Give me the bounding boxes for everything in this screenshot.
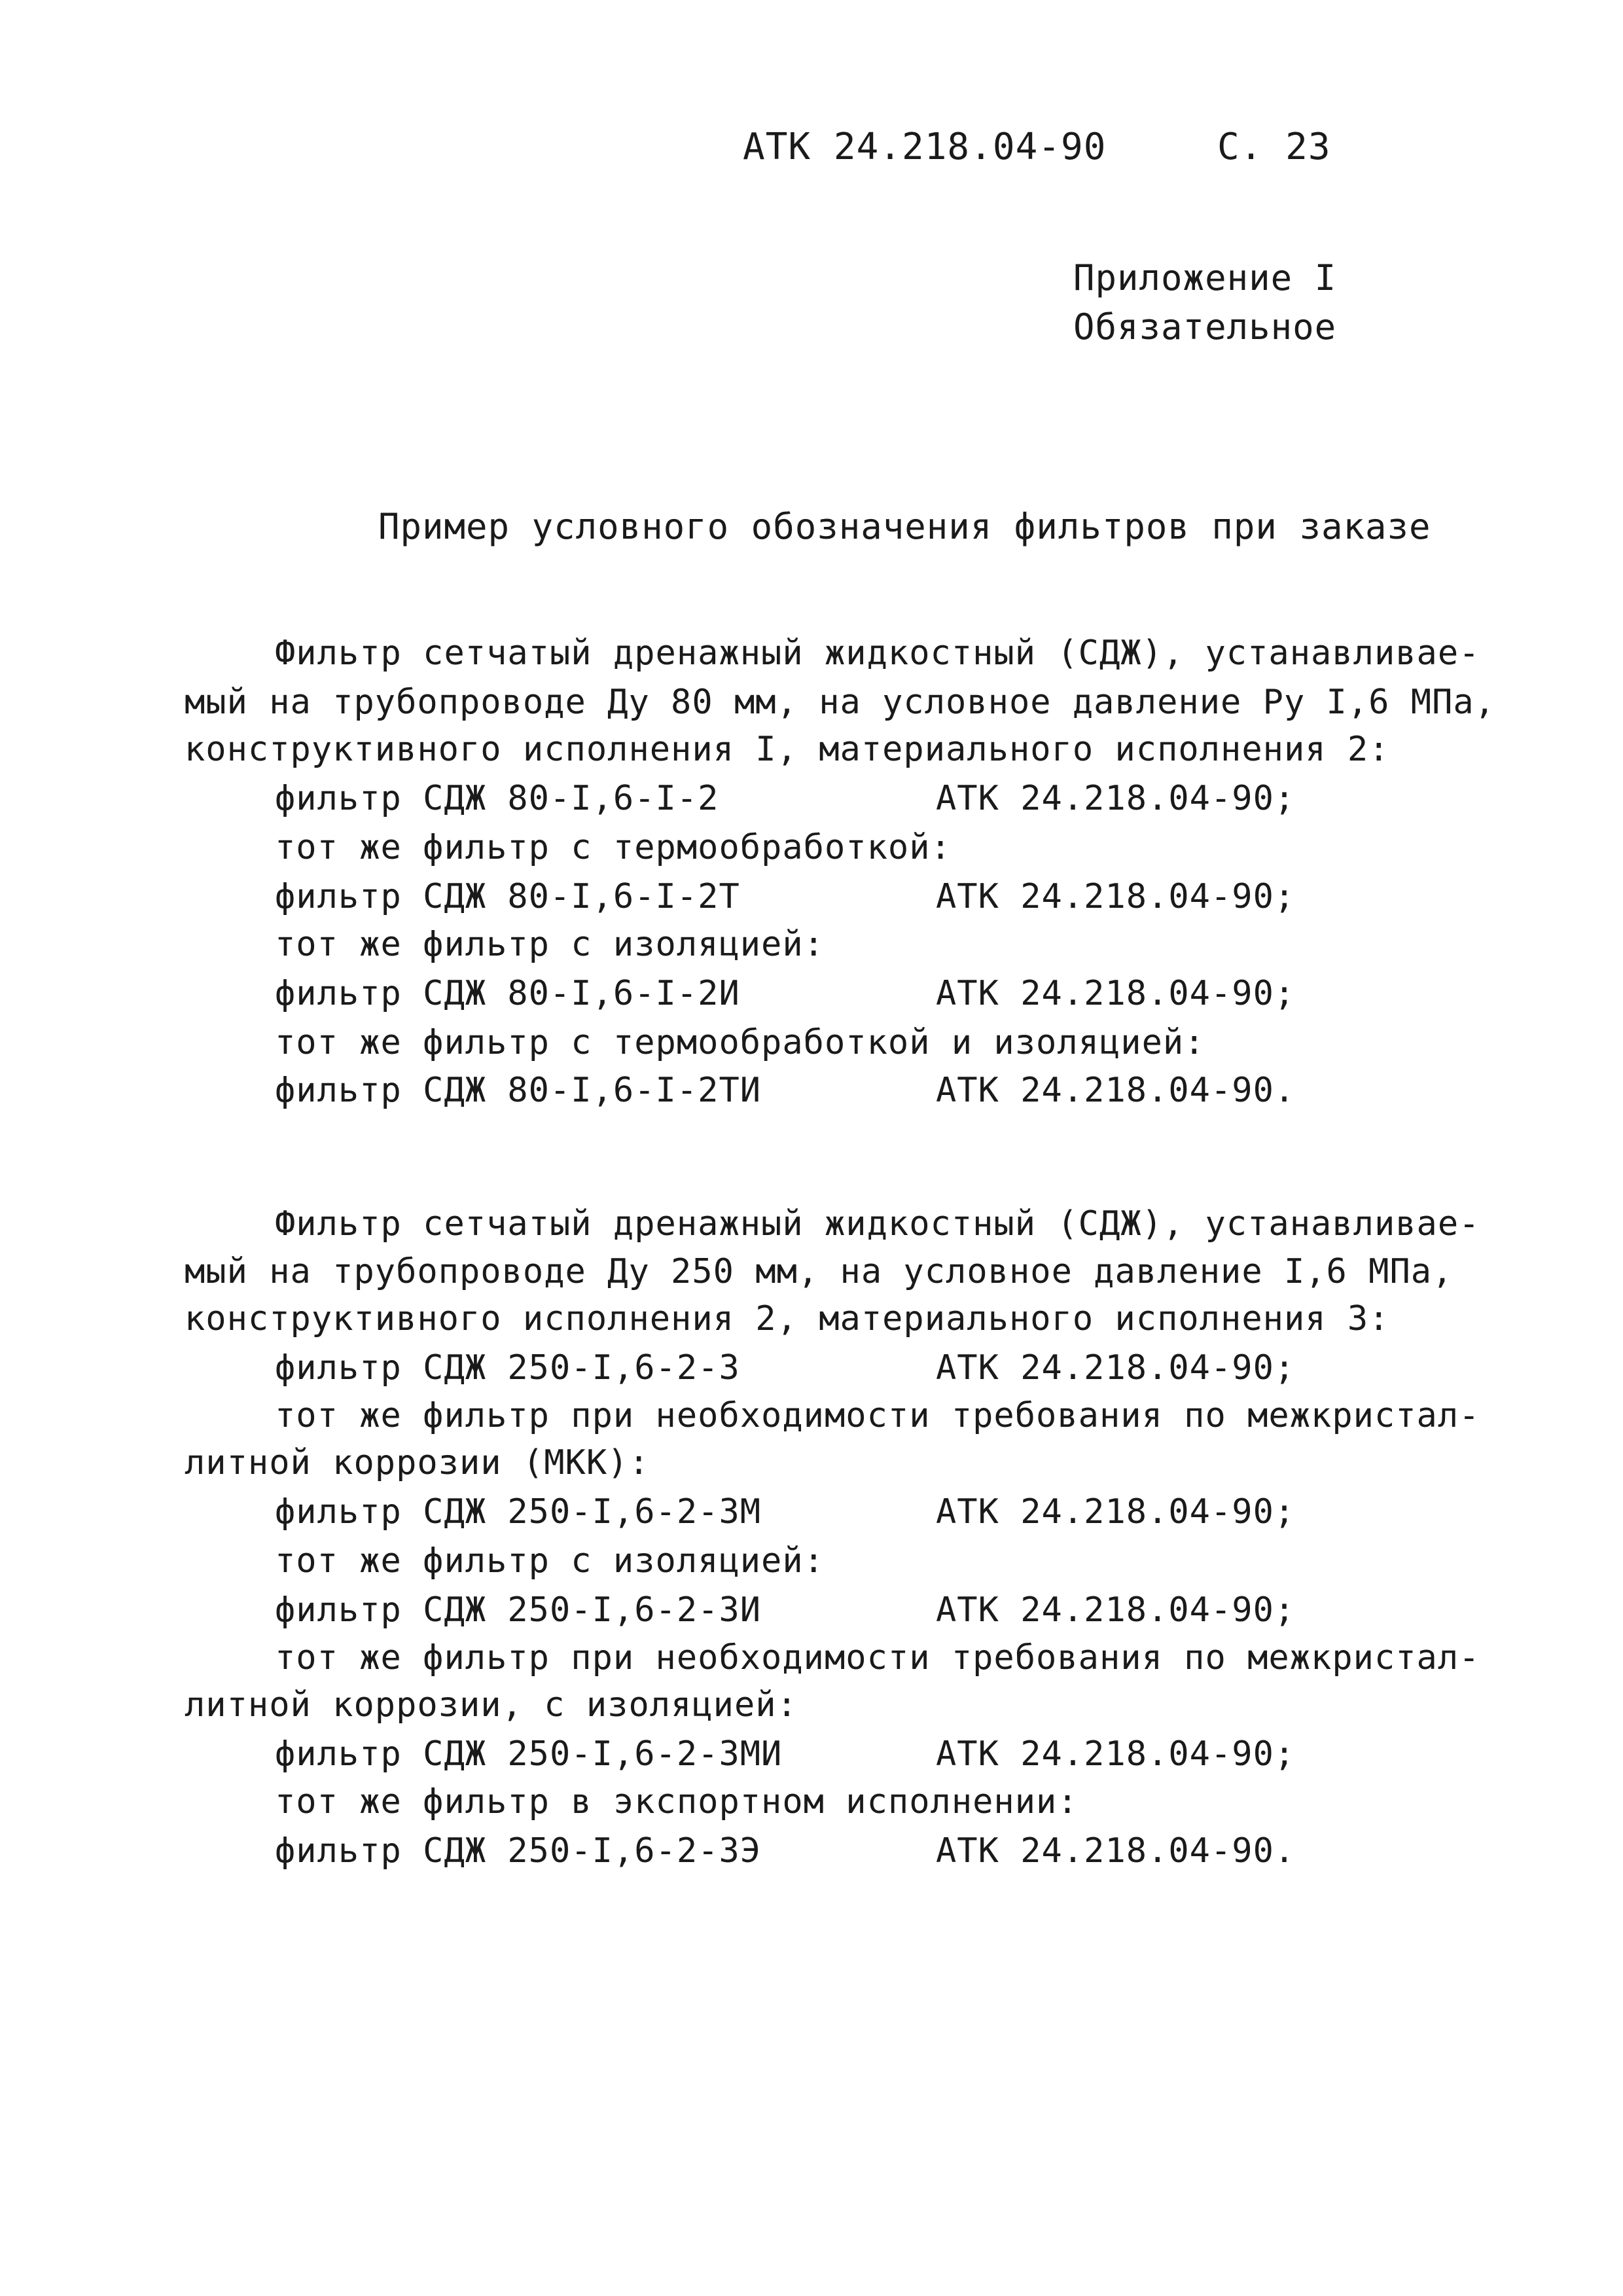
designation-250-3: фильтр СДЖ 250-I,6-2-3 — [275, 1348, 740, 1388]
standard-ref: АТК 24.218.04-90; — [936, 1590, 1296, 1630]
standard-ref: АТК 24.218.04-90. — [936, 1831, 1296, 1871]
appendix-label: Приложение I — [1073, 257, 1337, 298]
section2-intro-line-3: конструктивного исполнения 2, материального исполнения 3: — [185, 1299, 1390, 1338]
page-title: Пример условного обозначения фильтров при заказе — [378, 506, 1431, 547]
page-number: С. 23 — [1217, 126, 1331, 168]
standard-ref: АТК 24.218.04-90; — [936, 1492, 1296, 1532]
designation-80-2t: фильтр СДЖ 80-I,6-I-2Т — [275, 877, 740, 916]
appendix-type: Обязательное — [1073, 306, 1337, 348]
section2-intro-line-2: мый на трубопроводе Ду 250 мм, на условное давление I,6 МПа, — [185, 1252, 1454, 1291]
section1-intro-line-3: конструктивного исполнения I, материального исполнения 2: — [185, 730, 1390, 769]
standard-ref: АТК 24.218.04-90; — [936, 974, 1296, 1013]
designation-80-2: фильтр СДЖ 80-I,6-I-2 — [275, 779, 719, 818]
standard-ref: АТК 24.218.04-90. — [936, 1071, 1296, 1110]
designation-80-2i: фильтр СДЖ 80-I,6-I-2И — [275, 974, 740, 1013]
variant-note: тот же фильтр при необходимости требования по межкристал- — [275, 1396, 1480, 1435]
standard-ref: АТК 24.218.04-90; — [936, 877, 1296, 916]
variant-note: тот же фильтр в экспортном исполнении: — [275, 1782, 1079, 1821]
section2-intro-line-1: Фильтр сетчатый дренажный жидкостный (СДЖ), устанавливае- — [275, 1204, 1480, 1244]
variant-note-continuation: литной коррозии, с изоляцией: — [185, 1685, 798, 1725]
document-code: АТК 24.218.04-90 — [743, 126, 1107, 168]
variant-note: тот же фильтр с изоляцией: — [275, 1541, 825, 1581]
designation-250-3m: фильтр СДЖ 250-I,6-2-3М — [275, 1492, 762, 1532]
variant-note: тот же фильтр с термообработкой: — [275, 828, 952, 867]
variant-note: тот же фильтр с изоляцией: — [275, 925, 825, 964]
variant-note: тот же фильтр с термообработкой и изоляцией: — [275, 1023, 1205, 1062]
section1-intro-line-2: мый на трубопроводе Ду 80 мм, на условное давление Ру I,6 МПа, — [185, 683, 1496, 722]
standard-ref: АТК 24.218.04-90; — [936, 779, 1296, 818]
section1-intro-line-1: Фильтр сетчатый дренажный жидкостный (СДЖ), устанавливае- — [275, 634, 1480, 673]
standard-ref: АТК 24.218.04-90; — [936, 1734, 1296, 1774]
variant-note: тот же фильтр при необходимости требования по межкристал- — [275, 1638, 1480, 1677]
designation-250-3e: фильтр СДЖ 250-I,6-2-3Э — [275, 1831, 762, 1871]
variant-note-continuation: литной коррозии (МКК): — [185, 1443, 650, 1482]
designation-250-3i: фильтр СДЖ 250-I,6-2-3И — [275, 1590, 762, 1630]
standard-ref: АТК 24.218.04-90; — [936, 1348, 1296, 1388]
designation-80-2ti: фильтр СДЖ 80-I,6-I-2ТИ — [275, 1071, 762, 1110]
designation-250-3mi: фильтр СДЖ 250-I,6-2-3МИ — [275, 1734, 783, 1774]
